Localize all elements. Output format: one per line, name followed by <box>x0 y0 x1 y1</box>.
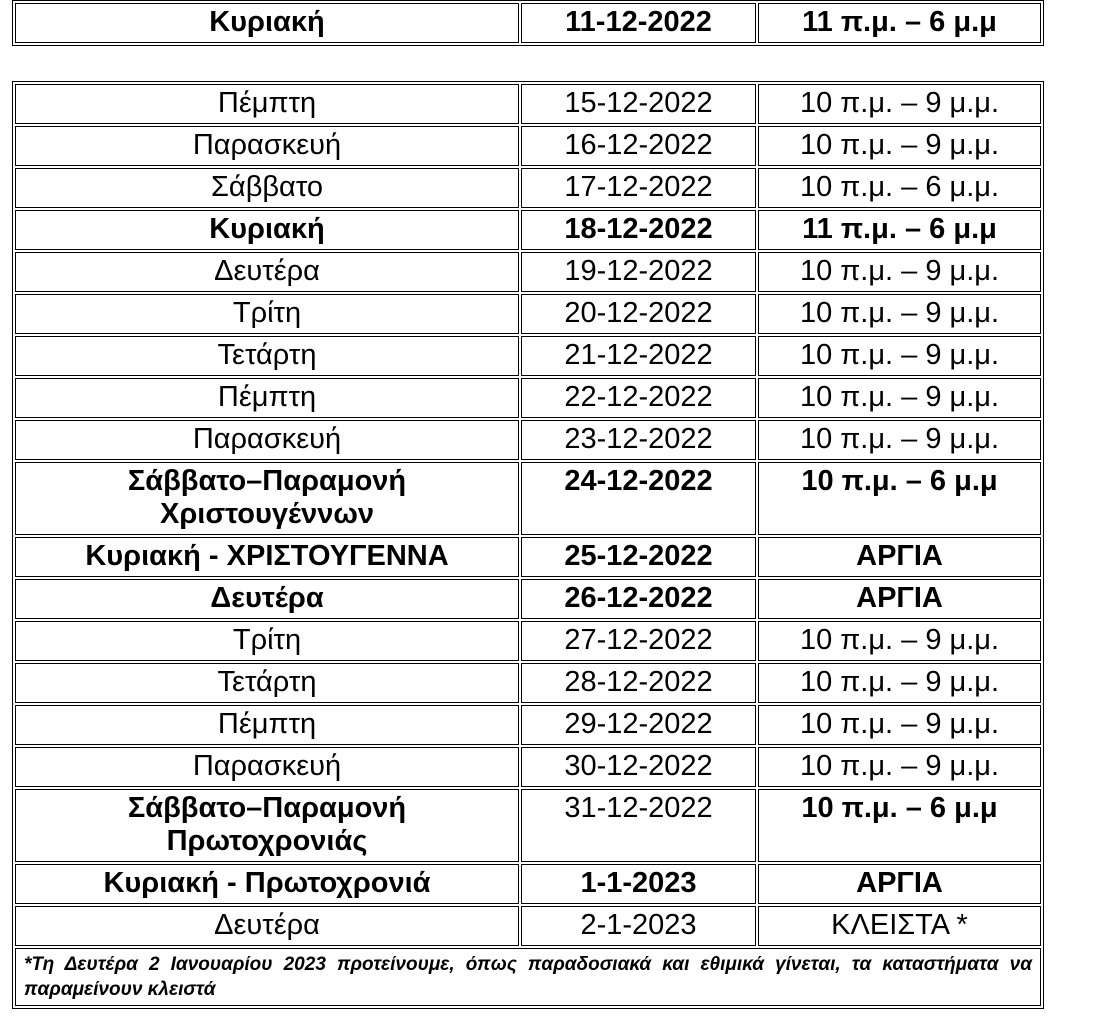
day-cell <box>15 462 519 535</box>
date-cell: 17-12-2022 <box>521 168 756 208</box>
date-cell: 19-12-2022 <box>521 252 756 292</box>
table-row <box>15 378 1041 418</box>
day-cell: Κυριακή <box>15 3 519 43</box>
schedule-table-main <box>12 81 1044 1009</box>
table-row <box>15 420 1041 460</box>
hours-cell: 10 π.μ. – 9 μ.μ. <box>758 621 1041 661</box>
day-cell: Σάββατο <box>15 168 519 208</box>
table-row <box>15 126 1041 166</box>
table-row <box>15 864 1041 904</box>
hours-cell: 10 π.μ. – 9 μ.μ. <box>758 336 1041 376</box>
hours-cell: 10 π.μ. – 6 μ.μ. <box>758 168 1041 208</box>
hours-cell: ΑΡΓΙΑ <box>758 537 1041 577</box>
table-row <box>15 663 1041 703</box>
day-cell: Δευτέρα <box>15 252 519 292</box>
footnote-row <box>15 948 1041 1006</box>
day-cell: Πέμπτη <box>15 705 519 745</box>
date-cell: 21-12-2022 <box>521 336 756 376</box>
date-cell: 25-12-2022 <box>521 537 756 577</box>
hours-cell: ΑΡΓΙΑ <box>758 579 1041 619</box>
date-cell: 28-12-2022 <box>521 663 756 703</box>
day-cell: Τρίτη <box>15 294 519 334</box>
table-row <box>15 84 1041 124</box>
day-cell: Παρασκευή <box>15 747 519 787</box>
table-row <box>15 210 1041 250</box>
table-row <box>15 168 1041 208</box>
date-cell: 23-12-2022 <box>521 420 756 460</box>
day-cell: Τετάρτη <box>15 336 519 376</box>
table-row <box>15 579 1041 619</box>
table-row <box>15 462 1041 535</box>
date-cell: 18-12-2022 <box>521 210 756 250</box>
date-cell: 30-12-2022 <box>521 747 756 787</box>
date-cell: 2-1-2023 <box>521 906 756 946</box>
hours-cell: 10 π.μ. – 9 μ.μ. <box>758 294 1041 334</box>
hours-cell: 10 π.μ. – 9 μ.μ. <box>758 663 1041 703</box>
day-line-2: Πρωτοχρονιάς <box>166 825 368 857</box>
footnote: *Τη Δευτέρα 2 Ιανουαρίου 2023 προτείνουμε, όπως παραδοσιακά και εθιμικά γίνεται, τα καταστήματα να παραμείνουν κλειστά <box>15 948 1041 1006</box>
table-row <box>15 906 1041 946</box>
day-cell: Κυριακή <box>15 210 519 250</box>
table-row <box>15 3 1041 43</box>
day-cell: Πέμπτη <box>15 378 519 418</box>
hours-cell: 10 π.μ. – 6 μ.μ <box>758 462 1041 535</box>
day-cell: Δευτέρα <box>15 906 519 946</box>
date-cell: 11-12-2022 <box>521 3 756 43</box>
day-line-2: Χριστουγέννων <box>159 498 374 530</box>
date-cell: 20-12-2022 <box>521 294 756 334</box>
table-row <box>15 336 1041 376</box>
table-row <box>15 294 1041 334</box>
hours-cell: 10 π.μ. – 9 μ.μ. <box>758 126 1041 166</box>
day-line-1: Σάββατο–Παραμονή <box>127 792 407 824</box>
table-row <box>15 789 1041 862</box>
hours-cell: 10 π.μ. – 9 μ.μ. <box>758 747 1041 787</box>
table-row <box>15 621 1041 661</box>
hours-cell: 10 π.μ. – 9 μ.μ. <box>758 420 1041 460</box>
day-line-1: Σάββατο–Παραμονή <box>127 465 407 497</box>
date-cell: 31-12-2022 <box>521 789 756 862</box>
date-cell: 27-12-2022 <box>521 621 756 661</box>
day-cell: Πέμπτη <box>15 84 519 124</box>
date-cell: 1-1-2023 <box>521 864 756 904</box>
table-row <box>15 747 1041 787</box>
date-cell: 24-12-2022 <box>521 462 756 535</box>
hours-cell: 11 π.μ. – 6 μ.μ <box>758 210 1041 250</box>
day-cell: Παρασκευή <box>15 126 519 166</box>
hours-cell: ΑΡΓΙΑ <box>758 864 1041 904</box>
hours-cell: ΚΛΕΙΣΤΑ * <box>758 906 1041 946</box>
day-cell: Κυριακή - ΧΡΙΣΤΟΥΓΕΝΝΑ <box>15 537 519 577</box>
date-cell: 15-12-2022 <box>521 84 756 124</box>
day-cell: Τετάρτη <box>15 663 519 703</box>
date-cell: 16-12-2022 <box>521 126 756 166</box>
table-row <box>15 705 1041 745</box>
table-row <box>15 537 1041 577</box>
hours-cell: 11 π.μ. – 6 μ.μ <box>758 3 1041 43</box>
hours-cell: 10 π.μ. – 9 μ.μ. <box>758 378 1041 418</box>
hours-cell: 10 π.μ. – 6 μ.μ <box>758 789 1041 862</box>
day-cell: Κυριακή - Πρωτοχρονιά <box>15 864 519 904</box>
day-cell: Παρασκευή <box>15 420 519 460</box>
schedule-table-top <box>12 0 1044 46</box>
date-cell: 26-12-2022 <box>521 579 756 619</box>
hours-cell: 10 π.μ. – 9 μ.μ. <box>758 705 1041 745</box>
day-cell <box>15 789 519 862</box>
day-cell: Δευτέρα <box>15 579 519 619</box>
date-cell: 29-12-2022 <box>521 705 756 745</box>
day-cell: Τρίτη <box>15 621 519 661</box>
hours-cell: 10 π.μ. – 9 μ.μ. <box>758 252 1041 292</box>
table-row <box>15 252 1041 292</box>
date-cell: 22-12-2022 <box>521 378 756 418</box>
hours-cell: 10 π.μ. – 9 μ.μ. <box>758 84 1041 124</box>
